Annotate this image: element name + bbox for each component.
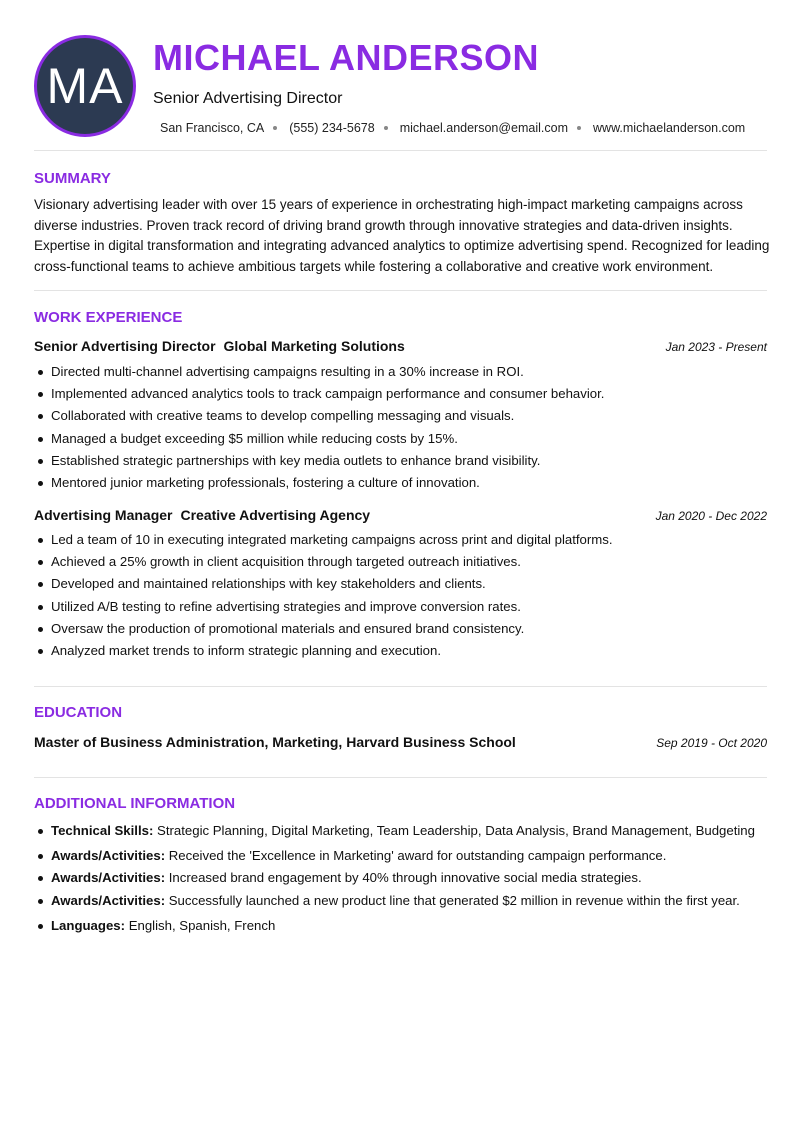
job-company: Creative Advertising Agency: [180, 507, 371, 523]
candidate-title: Senior Advertising Director: [153, 90, 343, 107]
list-item: Directed multi-channel advertising campaigns resulting in a 30% increase in ROI.: [34, 361, 774, 383]
divider: [34, 686, 767, 687]
list-item: [34, 845, 774, 867]
job-dates: Jan 2020 - Dec 2022: [655, 509, 767, 523]
divider: [34, 777, 767, 778]
list-item: Achieved a 25% growth in client acquisition through targeted outreach initiatives.: [34, 551, 774, 573]
list-item: Oversaw the production of promotional materials and ensured brand consistency.: [34, 618, 774, 640]
list-item: Collaborated with creative teams to develop compelling messaging and visuals.: [34, 405, 774, 427]
job-role: Senior Advertising Director: [34, 338, 216, 354]
job-role: Advertising Manager: [34, 507, 173, 523]
list-item: [34, 820, 774, 842]
job-dates: Jan 2023 - Present: [665, 340, 767, 354]
experience-heading: WORK EXPERIENCE: [34, 309, 183, 326]
list-item: Developed and maintained relationships with key stakeholders and clients.: [34, 573, 774, 595]
education-dates: Sep 2019 - Oct 2020: [656, 736, 767, 750]
list-item: [34, 890, 774, 912]
contact-email[interactable]: michael.anderson@email.com: [399, 121, 569, 135]
list-item: Led a team of 10 in executing integrated marketing campaigns across print and digital platforms.: [34, 529, 774, 551]
separator-dot-icon: [384, 126, 388, 130]
job-title: [34, 506, 370, 524]
separator-dot-icon: [273, 126, 277, 130]
list-item: Utilized A/B testing to refine advertising strategies and improve conversion rates.: [34, 596, 774, 618]
separator-dot-icon: [577, 126, 581, 130]
contact-phone: (555) 234-5678: [289, 121, 375, 135]
item-label: Languages:: [51, 917, 126, 933]
job-company: Global Marketing Solutions: [223, 338, 405, 354]
divider: [34, 290, 767, 291]
list-item: Established strategic partnerships with key media outlets to enhance brand visibility.: [34, 450, 774, 472]
list-item: [34, 915, 774, 937]
contact-location: San Francisco, CA: [160, 121, 265, 135]
education-heading: EDUCATION: [34, 704, 123, 721]
list-item: Implemented advanced analytics tools to track campaign performance and consumer behavior.: [34, 383, 774, 405]
list-item: Managed a budget exceeding $5 million while reducing costs by 15%.: [34, 428, 774, 450]
item-text: Successfully launched a new product line that generated $2 million in revenue within the first year.: [168, 892, 740, 908]
avatar-initials: MA: [46, 58, 124, 114]
item-text: Strategic Planning, Digital Marketing, Team Leadership, Data Analysis, Brand Management, Budgeting: [157, 823, 755, 838]
job-title: [34, 337, 405, 355]
education-degree: Master of Business Administration, Marketing, Harvard Business School: [34, 734, 516, 750]
item-label: Technical Skills:: [51, 823, 154, 838]
job-bullet-list: [34, 361, 774, 494]
summary-heading: SUMMARY: [34, 170, 111, 187]
divider: [34, 150, 767, 151]
item-text: Received the 'Excellence in Marketing' award for outstanding campaign performance.: [168, 848, 667, 864]
candidate-name: MICHAEL ANDERSON: [153, 37, 540, 78]
contact-bar: [160, 120, 745, 136]
item-text: English, Spanish, French: [128, 917, 276, 933]
item-label: Awards/Activities:: [51, 892, 166, 908]
list-item: [34, 867, 774, 889]
item-label: Awards/Activities:: [51, 870, 166, 886]
list-item: Mentored junior marketing professionals, fostering a culture of innovation.: [34, 472, 774, 494]
item-text: Increased brand engagement by 40% through innovative social media strategies.: [168, 870, 642, 886]
additional-heading: ADDITIONAL INFORMATION: [34, 795, 236, 812]
contact-website[interactable]: www.michaelanderson.com: [593, 121, 746, 135]
job-bullet-list: [34, 529, 774, 662]
list-item: Analyzed market trends to inform strategic planning and execution.: [34, 640, 774, 662]
additional-list: [34, 820, 774, 937]
avatar: [34, 35, 136, 137]
item-label: Awards/Activities:: [51, 848, 166, 864]
summary-text: Visionary advertising leader with over 15 years of experience in orchestrating high-impact marketing campaigns across diverse industries. Proven track record of driving brand growth through innovative strategies and data-driven insights. Expertise in digital transformation and integrating advanced analytics to optimize advertising spend. Recognized for leading cross-functional teams to achieve ambitious targets while fostering a collaborative and creative work environment.: [34, 197, 770, 274]
